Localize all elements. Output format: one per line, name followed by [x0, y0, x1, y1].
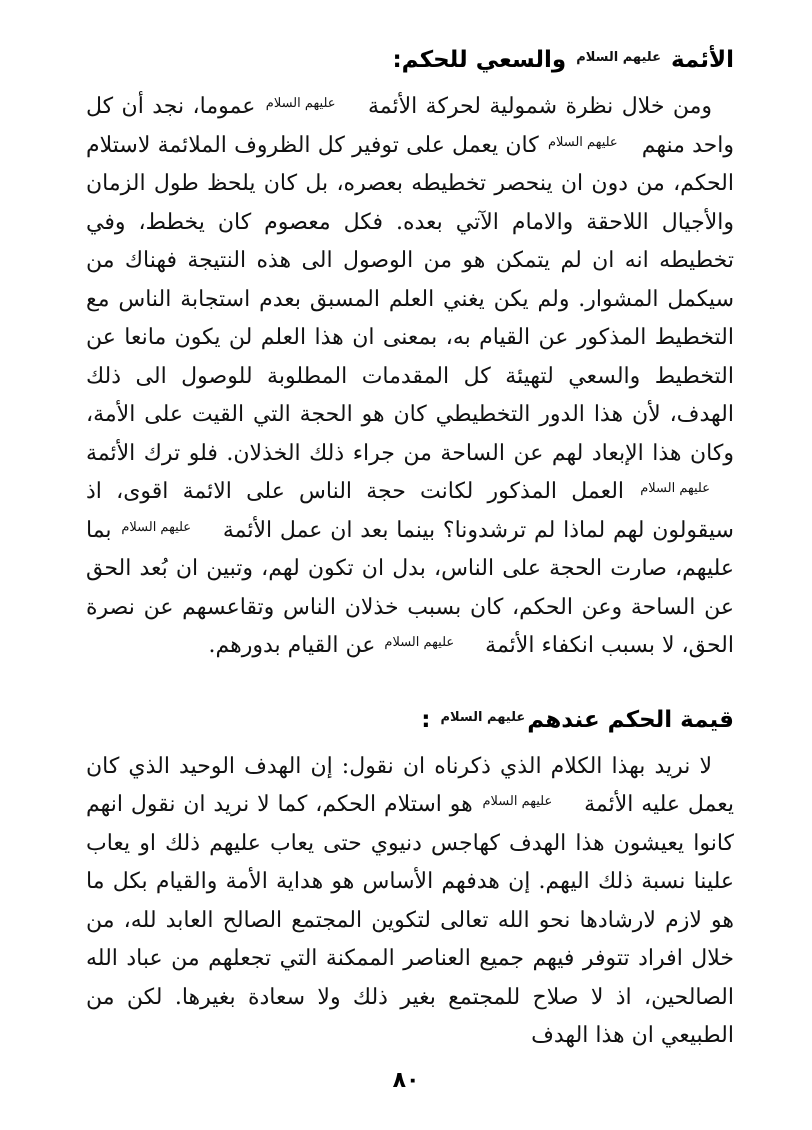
honorific-glyph: عليهم السلام: [440, 709, 526, 725]
text-run: ومن خلال نظرة شمولية لحركة الأئمة: [367, 94, 712, 119]
heading-text-start: الأئمة: [670, 47, 734, 73]
text-run: كان يعمل على توفير كل الظروف الملائمة لاستلام الحكم، من دون ان ينحصر تخطيطه بعصره، بل كان يلحظ طول الزمان والأجيال اللاحقة والامام الآتي بعده. فكل معصوم كان يخطط، وفي تخطيطه انه ان لم يتمكن هو من الوصول الى هذه النتيجة فهناك من سيكمل المشوار. ولم يكن يغني العلم المسبق بعدم استجابة الناس مع التخطيط المذكور عن القيام به، بمعنى ان هذا العلم لن يكون مانعا عن التخطيط والسعي لتهيئة كل المقدمات المطلوبة للوصول الى ذلك الهدف، لأن هذا الدور التخطيطي كان هو الحجة التي القيت على الأمة، وكان هذا الإبعاد لهم عن الساحة من جراء ذلك الخذلان. فلو ترك الأئمة: [86, 132, 734, 466]
honorific-glyph: عليهم السلام: [265, 96, 336, 111]
text-run: بما عليهم، صارت الحجة على الناس، بدل ان تكون لهم، وتبين ان بُعد الحق عن الساحة وعن الحكم، كان بسبب خذلان الناس وتقاعسهم عن نصرة الحق، لا بسبب انكفاء الأئمة: [86, 517, 734, 658]
text-run: هو استلام الحكم، كما لا نريد ان نقول انهم كانوا يعيشون هذا الهدف كهاجس دنيوي حتى يعاب عليهم ذلك او يعاب علينا نسبة ذلك اليهم. إن هدفهم الأساس هو هداية الأمة والقيام بكل ما هو لازم لارشادها نحو الله تعالى لتكوين المجتمع الصالح العابد لله، من خلال افراد تتوفر فيهم جميع العناصر الممكنة التي تجعلهم من عباد الله الصالحين، اذ لا صلاح للمجتمع بغير ذلك ولا سعادة بغيرها. لكن من الطبيعي ان هذا الهدف: [86, 792, 734, 1048]
body-paragraph-1: [86, 88, 734, 666]
honorific-glyph: عليهم السلام: [547, 134, 618, 150]
honorific-glyph: عليهم السلام: [384, 635, 455, 650]
honorific-glyph: عليهم السلام: [482, 794, 553, 809]
honorific-glyph: عليهم السلام: [640, 481, 710, 496]
honorific-glyph: عليهم السلام: [576, 50, 661, 65]
honorific-glyph: عليهم السلام: [121, 519, 192, 535]
heading-text-end: والسعي للحكم:: [392, 47, 567, 73]
text-run: لا نريد بهذا الكلام الذي ذكرناه ان نقول: إن الهدف الوحيد الذي كان يعمل عليه الأئمة: [86, 753, 734, 817]
section-heading-imams-and-rule: [86, 42, 734, 78]
heading-text-start: قيمة الحكم عندهم: [527, 706, 734, 733]
section-heading-value-of-rule: [86, 702, 734, 738]
page-number: ٨٠: [392, 1068, 420, 1093]
text-run: عن القيام بدورهم.: [208, 633, 376, 658]
text-run: العمل المذكور لكانت حجة الناس على الائمة اقوى، اذ سيقولون لهم لماذا لم ترشدونا؟ بينما بعد ان عمل الأئمة: [86, 479, 734, 543]
book-page: [86, 42, 734, 1056]
body-paragraph-2: [86, 748, 734, 1056]
text-run: عموما، نجد أن كل واحد منهم: [86, 94, 734, 158]
heading-text-end: :: [421, 706, 431, 733]
